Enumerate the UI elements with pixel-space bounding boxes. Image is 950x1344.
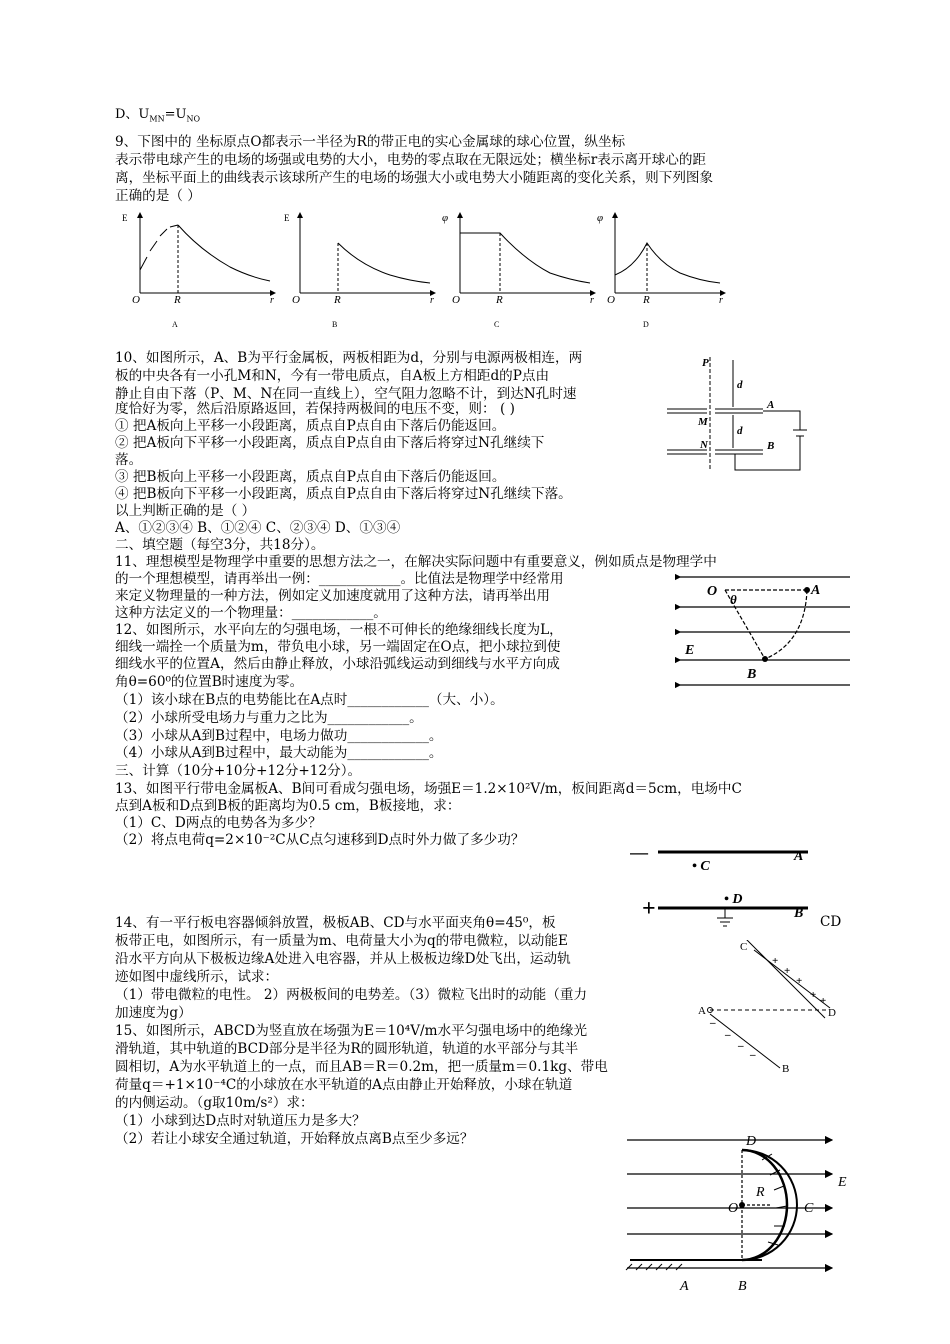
q9-line: 离，坐标平面上的曲线表示该球所产生的电场的场强大小或电势大小随距离的变化关系，则下列图象: [115, 170, 714, 186]
q14-line: 板带正电，如图所示，有一质量为m、电荷量大小为q的带电微粒，以动能E: [115, 933, 568, 949]
graph-c-ylabel: φ: [442, 212, 449, 224]
q13-label-c: • C: [692, 859, 710, 874]
svg-text:+: +: [820, 995, 827, 1007]
graph-b-origin: O: [292, 294, 300, 306]
q15-label-c: C: [804, 1201, 814, 1216]
q10-label-a: A: [767, 399, 775, 411]
q12-label-b: B: [747, 667, 757, 682]
graph-a: [122, 213, 275, 329]
q11-line: 的一个理想模型，请再举出一例：____________。比值法是物理学中经常用: [115, 571, 564, 587]
q10-line: 板的中央各有一小孔M和N，今有一带电质点，自A板上方相距d的P点由: [115, 368, 550, 384]
q9-graphs: [110, 205, 730, 335]
q15-line: 滑轨道，其中轨道的BCD部分是半径为R的圆形轨道，轨道的水平部分与其半: [115, 1041, 579, 1057]
q14-line: 迹如图中虚线所示，试求：: [115, 969, 279, 985]
q11-line: 11、理想模型是物理学中重要的思想方法之一，在解决实际问题中有重要意义，例如质点是物理学中: [115, 554, 717, 570]
q13-line: （2）将点电荷q=2×10⁻²C从C点匀速移到D点时外力做了多少功？: [115, 832, 525, 848]
q10-line: 落。: [115, 452, 143, 468]
q12-label-a: A: [811, 583, 821, 598]
q14-line: 沿水平方向从下极板边缘A处进入电容器，并从上极板边缘D处飞出，运动轨: [115, 951, 571, 967]
graph-b-ylabel: E: [284, 213, 290, 223]
graph-d-origin: O: [607, 294, 615, 306]
q10-label-m: M: [698, 416, 708, 428]
q15-line: （2）若让小球安全通过轨道，开始释放点离B点至少多远？: [115, 1131, 474, 1147]
q12-figure: [675, 572, 855, 692]
q14-figure: [680, 940, 840, 1075]
q15-line: 圆相切，A为水平轨道上的一点，而且AB＝R＝0.2m，把一质量m＝0.1kg、带电: [115, 1059, 608, 1075]
graph-d-caption: D: [643, 320, 649, 329]
q10-label-n: N: [700, 439, 708, 451]
q10-line: 静止自由下落（P、M、N在同一直线上），空气阻力忽略不计，到达N孔时速: [115, 386, 577, 402]
section-2-heading: 二、填空题（每空3分，共18分）。: [115, 537, 325, 553]
graph-a-origin: O: [132, 294, 140, 306]
q10-line: ③ 把B板向上平移一小段距离，质点自P点自由下落后仍能返回。: [115, 469, 506, 485]
q15-figure: [622, 1130, 852, 1300]
q10-label-b: B: [767, 440, 775, 452]
q13-line: 点到A板和D点到B板的距离均为0.5 cm，B板接地，求：: [115, 798, 461, 814]
q10-label-d2: d: [737, 425, 743, 437]
q12-label-e: E: [685, 643, 695, 658]
q15-label-a: A: [680, 1279, 689, 1294]
q13-minus: —: [630, 842, 648, 862]
q12-label-theta: θ: [730, 592, 737, 607]
q15-line: （1）小球到达D点时对轨道压力是多大？: [115, 1113, 366, 1129]
q14-label-a: A: [698, 1005, 706, 1017]
q10-line: 10、如图所示，A、B为平行金属板，两板相距为d，分别与电源两极相连，两: [115, 350, 583, 366]
q12-label-o: O: [707, 584, 718, 599]
svg-text:+: +: [772, 955, 779, 967]
q13-label-a: A: [794, 849, 804, 864]
q14-tail: CD: [820, 914, 842, 930]
q9-line: 表示带电球产生的电场的场强或电势的大小，电势的零点取在无限远处；横坐标r表示离开球心的距: [115, 152, 707, 168]
graph-b: [284, 213, 435, 329]
q10-line: 以上判断正确的是（ ）: [115, 503, 256, 519]
q13-line: 13、如图平行带电金属板A、B间可看成匀强电场，场强E＝1.2×10²V/m，板间距离d＝5cm，电场中C: [115, 781, 742, 797]
svg-text:–: –: [738, 1040, 744, 1052]
q12-line: 细线水平的位置A，然后由静止释放，小球沿弧线运动到细线与水平方向成: [115, 656, 560, 672]
svg-text:–: –: [725, 1029, 731, 1041]
q8-d-text: D、U: [115, 107, 150, 122]
q15-label-o: O: [728, 1201, 739, 1216]
q14-line: 加速度为g）: [115, 1005, 192, 1021]
q10-label-d1: d: [737, 379, 743, 391]
q15-label-e: E: [838, 1175, 847, 1190]
graph-c-xlabel: r: [590, 295, 594, 306]
svg-text:–: –: [750, 1049, 756, 1061]
q8-sub2: NO: [186, 114, 201, 124]
graph-c: [442, 212, 595, 329]
graph-d-xlabel: r: [719, 295, 723, 306]
q10-options: A、①②③④ B、①②④ C、②③④ D、①③④: [115, 520, 401, 536]
q13-plus: +: [642, 896, 656, 922]
q12-line: （3）小球从A到B过程中，电场力做功____________。: [115, 728, 443, 744]
q11-line: 来定义物理量的一种方法，例如定义加速度就用了这种方法，请再举出用: [115, 588, 550, 604]
q15-line: 荷量q＝+1×10⁻⁴C的小球放在水平轨道的A点由静止开始释放，小球在轨道: [115, 1077, 573, 1093]
q15-line: 的内侧运动。（g取10m/s²）求：: [115, 1095, 314, 1111]
q15-label-d: D: [746, 1134, 757, 1149]
q11-line: 这种方法定义的一个物理量：____________。: [115, 605, 387, 621]
q10-figure: [665, 352, 815, 477]
graph-a-xmark: R: [174, 294, 181, 306]
q10-line: 度恰好为零，然后沿原路返回，若保持两极间的电压不变，则： ( ): [115, 401, 515, 417]
svg-text:+: +: [810, 989, 817, 1001]
q12-line: （2）小球所受电场力与重力之比为____________。: [115, 710, 423, 726]
q14-line: （1）带电微粒的电性。 2）两极板间的电势差。（3）微粒飞出时的动能（重力: [115, 987, 588, 1003]
graph-d-xmark: R: [643, 294, 650, 306]
q14-line: 14、有一平行板电容器倾斜放置，极板AB、CD与水平面夹角θ=45⁰，板: [115, 915, 556, 931]
q12-line: 细线一端拴一个质量为m，带负电小球，另一端固定在O点，把小球拉到使: [115, 639, 561, 655]
graph-d: [597, 212, 725, 329]
q8-eq: =U: [164, 107, 187, 122]
q12-line: 角θ=60⁰的位置B时速度为零。: [115, 674, 304, 690]
graph-c-origin: O: [452, 294, 460, 306]
graph-b-caption: B: [332, 320, 338, 329]
q13-figure: [630, 838, 820, 928]
svg-text:+: +: [796, 975, 803, 987]
q8-sub1: MN: [149, 114, 165, 124]
q9-line: 9、下图中的 坐标原点O都表示一半径为R的带正电的实心金属球的球心位置，纵坐标: [115, 134, 626, 150]
q13-label-b: B: [794, 906, 804, 921]
q14-label-d: D: [828, 1007, 836, 1019]
graph-a-caption: A: [172, 320, 178, 329]
graph-c-caption: C: [494, 320, 500, 329]
q14-label-b: B: [782, 1063, 790, 1075]
graph-b-xmark: R: [334, 294, 341, 306]
q10-label-p: P: [702, 357, 709, 369]
q12-line: 12、如图所示，水平向左的匀强电场，一根不可伸长的绝缘细线长度为L，: [115, 622, 563, 638]
q10-line: ② 把A板向下平移一小段距离，质点自P点自由下落后将穿过N孔继续下: [115, 435, 545, 451]
q10-line: ① 把A板向上平移一小段距离，质点自P点自由下落后仍能返回。: [115, 418, 506, 434]
q8-option-d: [115, 103, 200, 124]
q15-label-r: R: [756, 1185, 765, 1200]
q14-label-c: C: [740, 941, 748, 953]
q12-line: （4）小球从A到B过程中，最大动能为____________。: [115, 745, 443, 761]
graph-d-ylabel: φ: [597, 212, 604, 224]
svg-text:+: +: [784, 965, 791, 977]
q10-line: ④ 把B板向下平移一小段距离，质点自P点自由下落后将穿过N孔继续下落。: [115, 486, 572, 502]
q13-label-d: • D: [724, 892, 743, 907]
q9-line: 正确的是（ ）: [115, 188, 201, 204]
q15-line: 15、如图所示，ABCD为竖直放在场强为E＝10⁴V/m水平匀强电场中的绝缘光: [115, 1023, 588, 1039]
graph-a-xlabel: r: [270, 295, 274, 306]
section-3-heading: 三、计算（10分+10分+12分+12分）。: [115, 763, 362, 779]
graph-b-xlabel: r: [430, 295, 434, 306]
q13-line: （1）C、D两点的电势各为多少？: [115, 815, 322, 831]
graph-a-ylabel: E: [122, 213, 128, 223]
graph-c-xmark: R: [496, 294, 503, 306]
q12-line: （1）该小球在B点的电势能比在A点时____________（大、小）。: [115, 692, 504, 708]
q15-label-b: B: [738, 1279, 747, 1294]
svg-text:–: –: [710, 1017, 716, 1029]
